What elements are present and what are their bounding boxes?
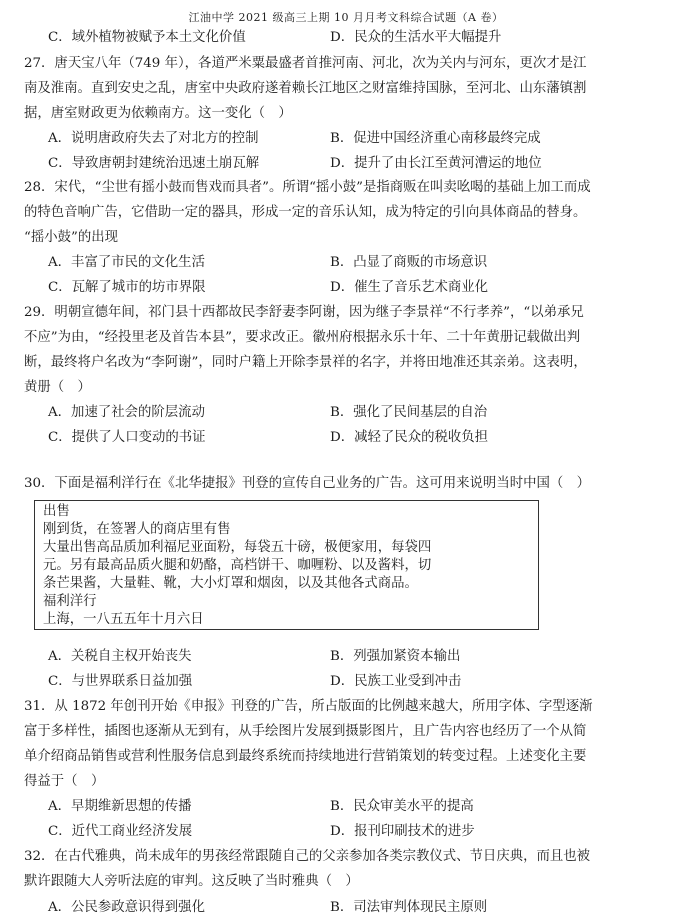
ad-line-7: 上海，一八五五年十月六日 xyxy=(43,612,204,627)
q32-stem-line-1: 32．在古代雅典，尚未成年的男孩经常跟随自己的父亲参加各类宗教仪式、节日庆典，而且也被 xyxy=(24,849,591,864)
q32-stem-line-2: 默许跟随大人旁听法庭的审判。这反映了当时雅典（ ） xyxy=(24,874,359,889)
q28-stem-line-2: 的特色音响广告，它借助一定的器具，形成一定的音乐认知，成为特定的引向具体商品的替身。 xyxy=(24,205,587,220)
q28-option-c: C．瓦解了城市的坊市界限 xyxy=(48,280,206,295)
q27-option-a: A．说明唐政府失去了对北方的控制 xyxy=(48,131,259,146)
q28-option-d: D．催生了音乐艺术商业化 xyxy=(330,280,489,295)
q26-option-d: D．民众的生活水平大幅提升 xyxy=(330,30,502,45)
q30-option-d: D．民族工业受到冲击 xyxy=(330,674,462,689)
q30-stem-line-1: 30．下面是福利洋行在《北华捷报》刊登的宣传自己业务的广告。这可用来说明当时中国（ ） xyxy=(24,476,591,491)
q28-stem-line-3: “摇小鼓”的出现 xyxy=(24,230,119,245)
q30-option-b: B．列强加紧资本输出 xyxy=(330,649,461,664)
q31-option-b: B．民众审美水平的提高 xyxy=(330,799,474,814)
q27-stem-line-2: 南及淮南。直到安史之乱，唐室中央政府遂着赖长江地区之财富维持国脉，至河北、山东藩镇割 xyxy=(24,81,587,96)
q32-option-b: B．司法审判体现民主原则 xyxy=(330,900,488,915)
q31-option-a: A．早期维新思想的传播 xyxy=(48,799,192,814)
q27-option-b: B．促进中国经济重心南移最终完成 xyxy=(330,131,541,146)
q31-option-d: D．报刊印刷技术的进步 xyxy=(330,824,475,839)
q28-stem-line-1: 28．宋代，“尘世有摇小鼓而售戏而具者”。所谓“摇小鼓”是指商贩在叫卖吆喝的基础上加工而成 xyxy=(24,180,591,195)
q29-option-c: C．提供了人口变动的书证 xyxy=(48,430,206,445)
q29-option-a: A．加速了社会的阶层流动 xyxy=(48,405,205,420)
q28-option-b: B．凸显了商贩的市场意识 xyxy=(330,255,488,270)
ad-line-2: 刚到货，在签署人的商店里有售 xyxy=(43,522,231,537)
q27-stem-line-1: 27．唐天宝八年（749 年），各道严米粟最盛者首推河南、河北，次为关内与河东，更次才是江 xyxy=(24,56,587,71)
ad-line-4: 元。另有最高品质火腿和奶酪，高档饼干、咖喱粉、以及酱料，切 xyxy=(43,558,432,573)
ad-line-3: 大量出售高品质加利福尼亚面粉，每袋五十磅，极便家用，每袋四 xyxy=(43,540,432,555)
q29-stem-line-1: 29．明朝宣德年间，祁门县十西都故民李舒妻李阿谢，因为继子李景祥“不行孝养”，“以弟承兄 xyxy=(24,305,584,320)
q30-option-a: A．关税自主权开始丧失 xyxy=(48,649,192,664)
ad-line-5: 条芒果酱，大量鞋、靴，大小灯罩和烟囱，以及其他各式商品。 xyxy=(43,576,418,591)
q27-option-d: D．提升了由长江至黄河漕运的地位 xyxy=(330,156,542,171)
q26-option-c: C．域外植物被赋予本土文化价值 xyxy=(48,30,246,45)
advertisement-box xyxy=(34,500,539,630)
ad-line-6: 福利洋行 xyxy=(43,594,97,609)
q31-stem-line-3: 单介绍商品销售或营利性服务信息到最终系统而持续地进行营销策划的转变过程。上述变化主要 xyxy=(24,749,587,764)
q29-stem-line-2: 不应”为由，“经投里老及首告本县”，要求改正。徽州府根据永乐十年、二十年黄册记载做出判 xyxy=(24,330,581,345)
q27-stem-line-3: 据，唐室财政更为依赖南方。这一变化（ ） xyxy=(24,106,292,121)
q29-option-b: B．强化了民间基层的自治 xyxy=(330,405,488,420)
q27-option-c: C．导致唐朝封建统治迅速土崩瓦解 xyxy=(48,156,260,171)
q32-option-a: A．公民参政意识得到强化 xyxy=(48,900,205,915)
q29-stem-line-4: 黄册（ ） xyxy=(24,380,91,395)
q29-stem-line-3: 断，最终将户名改为“李阿谢”，同时户籍上开除李景祥的名字，并将田地准还其亲弟。这表明， xyxy=(24,355,587,370)
q31-option-c: C．近代工商业经济发展 xyxy=(48,824,193,839)
q30-option-c: C．与世界联系日益加强 xyxy=(48,674,193,689)
q28-option-a: A．丰富了市民的文化生活 xyxy=(48,255,205,270)
q31-stem-line-1: 31．从 1872 年创刊开始《申报》刊登的广告，所占版面的比例越来越大，所用字体、字型逐渐 xyxy=(24,699,593,714)
q29-option-d: D．减轻了民众的税收负担 xyxy=(330,430,489,445)
page-header-title: 江油中学 2021 级高三上期 10 月月考文科综合试题（A 卷） xyxy=(188,11,504,24)
q31-stem-line-4: 得益于（ ） xyxy=(24,774,105,789)
q31-stem-line-2: 富于多样性，插图也逐渐从无到有，从手绘图片发展到摄影图片，且广告内容也经历了一个从简 xyxy=(24,724,587,739)
ad-line-1: 出售 xyxy=(43,504,70,519)
